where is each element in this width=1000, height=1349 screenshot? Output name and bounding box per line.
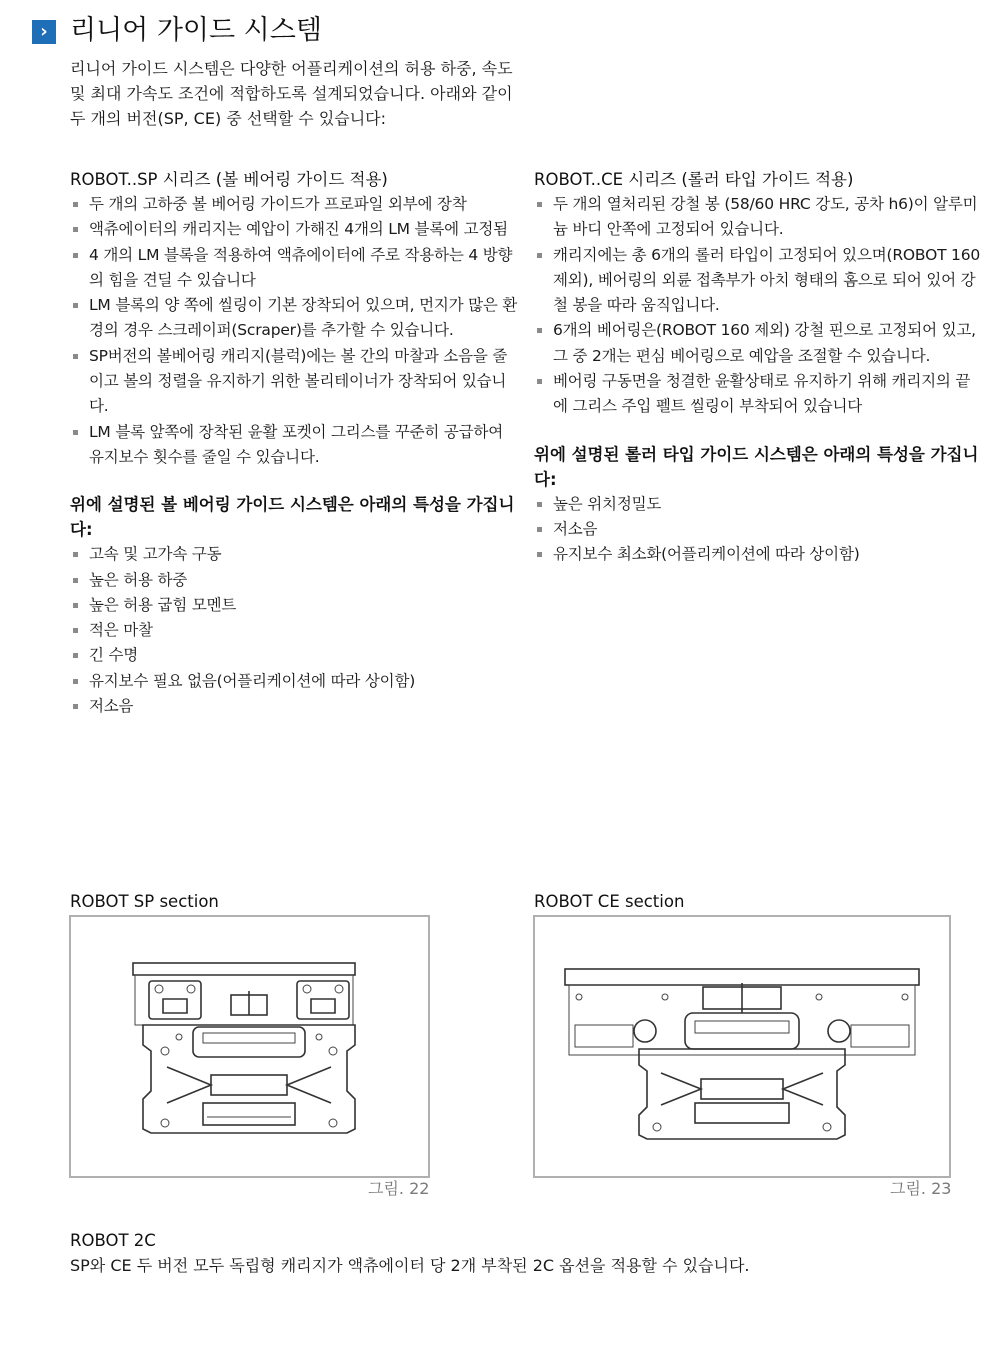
list-item: 저소음 bbox=[70, 694, 518, 719]
ce-features-list bbox=[534, 492, 984, 568]
chevron-right-icon: › bbox=[32, 20, 56, 44]
list-item: 적은 마찰 bbox=[70, 618, 518, 643]
ce-figure-label: ROBOT CE section bbox=[534, 892, 685, 911]
robot-2c-heading: ROBOT 2C bbox=[70, 1231, 156, 1250]
list-item: 높은 위치정밀도 bbox=[534, 492, 984, 517]
list-item: 긴 수명 bbox=[70, 643, 518, 668]
sp-heading: ROBOT..SP 시리즈 (볼 베어링 가이드 적용) bbox=[70, 170, 388, 189]
ce-column bbox=[534, 167, 984, 568]
list-item: 저소음 bbox=[534, 517, 984, 542]
sp-column bbox=[70, 167, 518, 719]
list-item: LM 블록의 양 쪽에 씰링이 기본 장착되어 있으며, 먼지가 많은 환경의 경우 스크레이퍼(Scraper)를 추가할 수 있습니다. bbox=[70, 293, 518, 344]
list-item: 유지보수 최소화(어플리케이션에 따라 상이함) bbox=[534, 542, 984, 567]
list-item: 두 개의 열처리된 강철 봉 (58/60 HRC 강도, 공차 h6)이 알루미늄 바디 안쪽에 고정되어 있습니다. bbox=[534, 192, 984, 243]
ce-features-heading: 위에 설명된 롤러 타입 가이드 시스템은 아래의 특성을 가집니다: bbox=[534, 444, 979, 489]
list-item: 베어링 구동면을 청결한 윤활상태로 유지하기 위해 캐리지의 끝에 그리스 주입 펠트 씰링이 부착되어 있습니다 bbox=[534, 369, 984, 420]
sp-features-list bbox=[70, 542, 518, 719]
list-item: 캐리지에는 총 6개의 롤러 타입이 고정되어 있으며(ROBOT 160 제외), 베어링의 외륜 접촉부가 아치 형태의 홈으로 되어 있어 강철 봉을 따라 움직입니다. bbox=[534, 243, 984, 319]
sp-features-heading: 위에 설명된 볼 베어링 가이드 시스템은 아래의 특성을 가집니다: bbox=[70, 495, 515, 540]
ce-figure-caption: 그림. 23 bbox=[890, 1179, 952, 1198]
sp-figure-caption: 그림. 22 bbox=[368, 1179, 430, 1198]
list-item: 높은 허용 하중 bbox=[70, 568, 518, 593]
ce-list bbox=[534, 192, 984, 420]
list-item: 6개의 베어링은(ROBOT 160 제외) 강철 핀으로 고정되어 있고, 그 중 2개는 편심 베어링으로 예압을 조절할 수 있습니다. bbox=[534, 318, 984, 369]
list-item: 고속 및 고가속 구동 bbox=[70, 542, 518, 567]
ce-section-figure bbox=[533, 915, 951, 1178]
list-item: LM 블록 앞쪽에 장착된 윤활 포켓이 그리스를 꾸준히 공급하여 유지보수 횟수를 줄일 수 있습니다. bbox=[70, 420, 518, 471]
list-item: 액츄에이터의 캐리지는 예압이 가해진 4개의 LM 블록에 고정됨 bbox=[70, 217, 518, 242]
page-title: 리니어 가이드 시스템 bbox=[70, 15, 322, 46]
sp-figure-label: ROBOT SP section bbox=[70, 892, 219, 911]
list-item: 두 개의 고하중 볼 베어링 가이드가 프로파일 외부에 장착 bbox=[70, 192, 518, 217]
list-item: 유지보수 필요 없음(어플리케이션에 따라 상이함) bbox=[70, 669, 518, 694]
sp-section-drawing bbox=[71, 917, 428, 1176]
ce-section-drawing bbox=[535, 917, 949, 1176]
ce-heading: ROBOT..CE 시리즈 (롤러 타입 가이드 적용) bbox=[534, 170, 854, 189]
sp-list bbox=[70, 192, 518, 470]
sp-section-figure bbox=[69, 915, 430, 1178]
list-item: 4 개의 LM 블록을 적용하여 액츄에이터에 주로 작용하는 4 방향의 힘을 견딜 수 있습니다 bbox=[70, 243, 518, 294]
list-item: SP버전의 볼베어링 캐리지(블럭)에는 볼 간의 마찰과 소음을 줄이고 볼의 정렬을 유지하기 위한 볼리테이너가 장착되어 있습니다. bbox=[70, 344, 518, 420]
intro-text: 리니어 가이드 시스템은 다양한 어플리케이션의 허용 하중, 속도 및 최대 가속도 조건에 적합하도록 설계되었습니다. 아래와 같이 두 개의 버전(SP, CE) 중 선택할 수 있습니다: bbox=[70, 59, 513, 128]
list-item: 높은 허용 굽힘 모멘트 bbox=[70, 593, 518, 618]
robot-2c-text: SP와 CE 두 버전 모두 독립형 캐리지가 액츄에이터 당 2개 부착된 2C 옵션을 적용할 수 있습니다. bbox=[70, 1256, 750, 1275]
